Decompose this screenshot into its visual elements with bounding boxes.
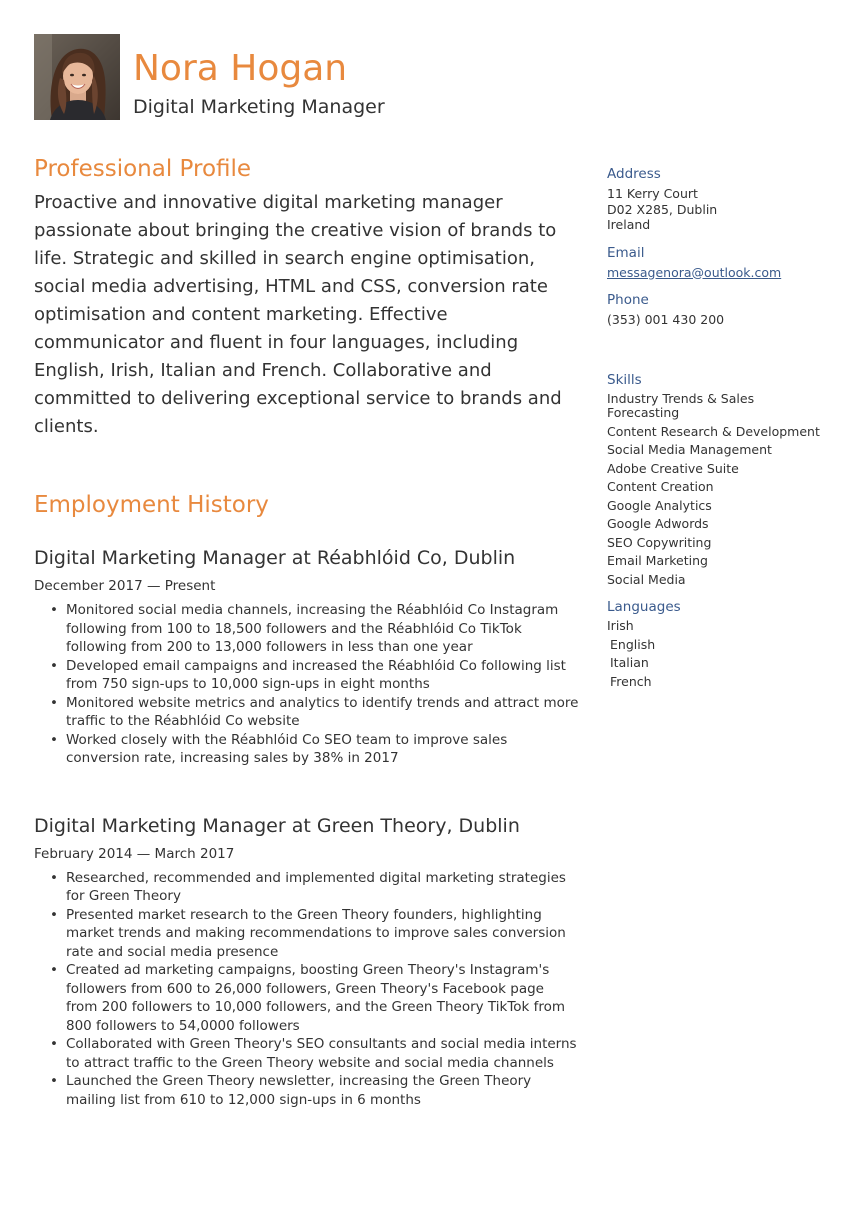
address-line: Ireland — [607, 217, 651, 232]
email-block — [607, 244, 822, 281]
job-bullet: • Monitored social media channels, increasing the Réabhlóid Co Instagram following from 100 to 18,500 followers and the Réabhlóid Co TikTok following from 200 to 13,000 followers in less than one year — [34, 601, 579, 657]
languages-heading: Languages — [607, 599, 681, 615]
phone-heading: Phone — [607, 292, 649, 308]
phone-value: (353) 001 430 200 — [607, 312, 725, 327]
main-column — [34, 154, 579, 1109]
job-bullets — [34, 869, 579, 1110]
job-bullet: • Developed email campaigns and increased the Réabhlóid Co following list from 750 sign-ups to 10,000 sign-ups in eight months — [34, 657, 579, 694]
profile-section — [34, 154, 579, 441]
email-link[interactable]: messagenora@outlook.com — [607, 264, 782, 280]
job-bullet: • Launched the Green Theory newsletter, increasing the Green Theory mailing list from 610 to 12,000 sign-ups in 6 months — [34, 1072, 579, 1109]
job-bullet: • Presented market research to the Green Theory founders, highlighting market trends and making recommendations to improve sales conversion rate and social media presence — [34, 906, 579, 962]
skills-heading: Skills — [607, 371, 642, 388]
language-item: French — [610, 673, 652, 689]
profile-heading: Professional Profile — [34, 156, 252, 182]
profile-text: Proactive and innovative digital marketing manager passionate about bringing the creative vision of brands to life. Strategic and skilled in search engine optimisation, social media advertising, HTML and CSS, conversion rate optimisation and content marketing. Effective communicator and fluent in four languages, including English, Irish, Italian and French. Collaborative and committed to delivering exceptional service to brands and clients. — [34, 192, 562, 437]
language-item: Irish — [607, 618, 634, 633]
employment-heading: Employment History — [34, 492, 269, 518]
skill-item: Google Adwords — [607, 516, 709, 531]
skill-item: Industry Trends & Sales Forecasting — [607, 390, 755, 420]
job-title: Digital Marketing Manager at Green Theory, Dublin — [34, 814, 520, 837]
job-bullet: • Collaborated with Green Theory's SEO consultants and social media interns to attract traffic to the Green Theory website and social media channels — [34, 1035, 579, 1072]
job-title: Digital Marketing Manager at Réabhlóid Co, Dublin — [34, 547, 516, 569]
skills-block — [607, 371, 822, 588]
address-lines — [607, 186, 822, 233]
job-entry — [34, 544, 579, 768]
address-heading: Address — [607, 166, 661, 182]
skill-item: Content Creation — [607, 479, 714, 494]
profile-photo — [34, 34, 120, 120]
email-heading: Email — [607, 244, 645, 261]
languages-block — [607, 598, 822, 689]
phone-block — [607, 291, 822, 328]
candidate-title: Digital Marketing Manager — [133, 96, 385, 118]
person-photo-icon — [34, 34, 120, 120]
language-item: English — [610, 636, 656, 652]
job-bullets — [34, 601, 579, 768]
skill-item: Social Media — [607, 571, 686, 587]
languages-list — [607, 619, 822, 689]
email-wrapper — [607, 265, 822, 281]
employment-section — [34, 490, 579, 1109]
address-block — [607, 165, 822, 233]
job-dates: February 2014 — March 2017 — [34, 845, 235, 862]
skill-item: Adobe Creative Suite — [607, 460, 739, 476]
address-line: 11 Kerry Court — [607, 186, 698, 201]
job-entry — [34, 812, 579, 1110]
skill-item: SEO Copywriting — [607, 534, 712, 550]
job-bullet: • Researched, recommended and implemented digital marketing strategies for Green Theory — [34, 869, 579, 906]
skills-list — [607, 392, 822, 588]
job-bullet: • Worked closely with the Réabhlóid Co SEO team to improve sales conversion rate, increasing sales by 38% in 2017 — [34, 731, 579, 768]
job-bullet: • Monitored website metrics and analytics to identify trends and attract more traffic to the Réabhlóid Co website — [34, 694, 579, 731]
job-dates: December 2017 — Present — [34, 578, 216, 594]
skill-item: Social Media Management — [607, 442, 772, 457]
language-item: Italian — [610, 655, 649, 670]
job-bullet: • Created ad marketing campaigns, boosting Green Theory's Instagram's followers from 600 to 26,000 followers, Green Theory's Facebook page from 200 followers to 10,000 followers, and the Green Theory TikTok from 800 followers to 54,0000 followers — [34, 961, 579, 1035]
candidate-name: Nora Hogan — [133, 48, 348, 89]
skill-item: Content Research & Development — [607, 423, 820, 439]
sidebar — [607, 165, 822, 700]
address-line: D02 X285, Dublin — [607, 201, 718, 217]
skill-item: Email Marketing — [607, 553, 708, 568]
skill-item: Google Analytics — [607, 497, 712, 513]
